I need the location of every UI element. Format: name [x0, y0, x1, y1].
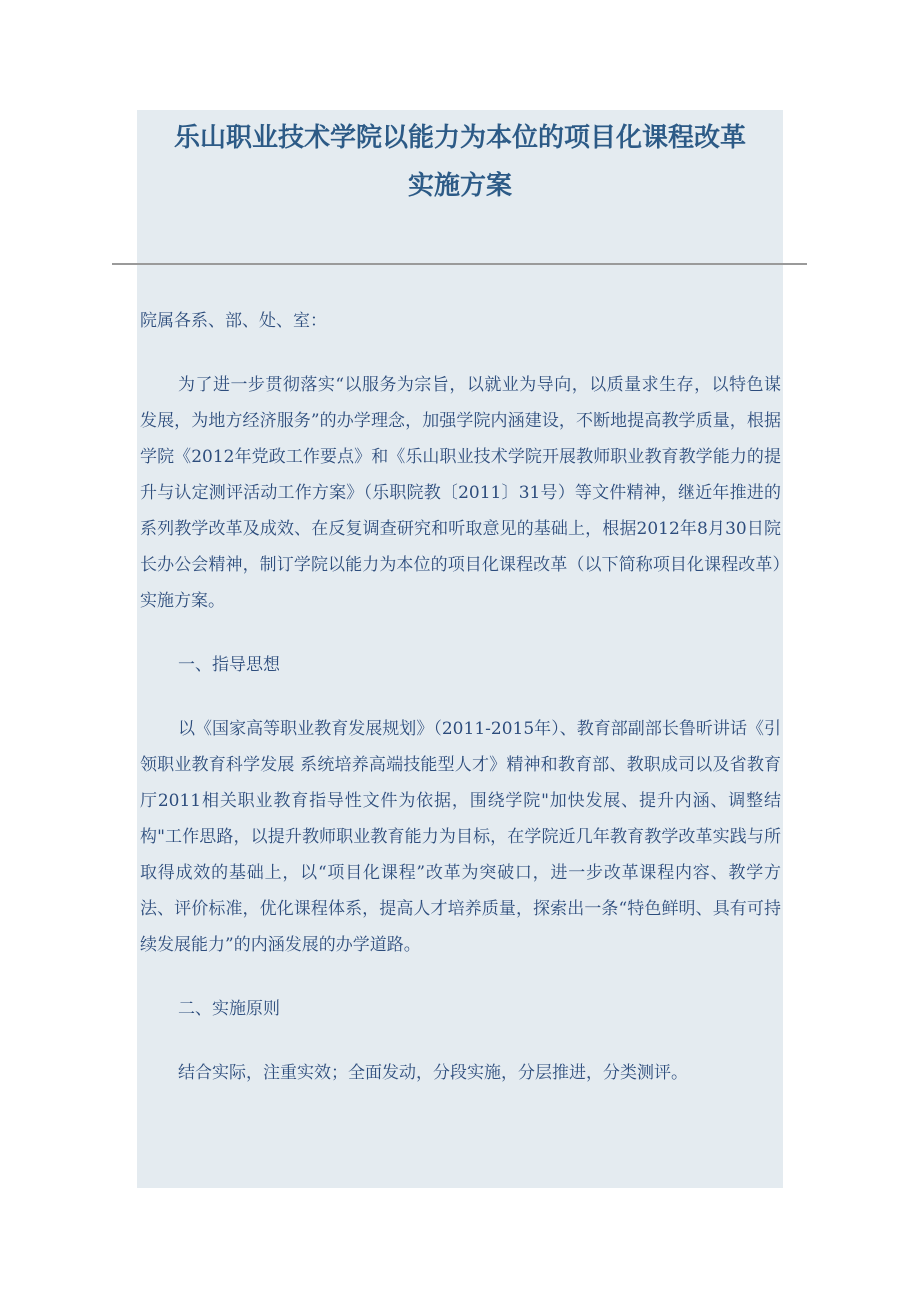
title-divider [112, 263, 807, 265]
paragraph-intro: 为了进一步贯彻落实“以服务为宗旨，以就业为导向，以质量求生存，以特色谋发展，为地方经济服务”的办学理念，加强学院内涵建设，不断地提高教学质量，根据学院《2012年党政工作要点》和《乐山职业技术学院开展教师职业教育教学能力的提升与认定测评活动工作方案》（乐职院教〔2011〕31号）等文件精神，继近年推进的系列教学改革及成效、在反复调查研究和听取意见的基础上，根据2012年8月30日院长办公会精神，制订学院以能力为本位的项目化课程改革（以下简称项目化课程改革）实施方案。 [140, 375, 781, 611]
heading-guiding-ideology: 一、指导思想 [178, 655, 280, 675]
heading-implementation-principles: 二、实施原则 [178, 999, 280, 1019]
title-line-1: 乐山职业技术学院以能力为本位的项目化课程改革 [173, 123, 746, 153]
document-title [137, 114, 783, 210]
paragraph-implementation-principles: 结合实际，注重实效；全面发动，分段实施，分层推进，分类测评。 [178, 1063, 688, 1083]
document-body [140, 303, 781, 1119]
salutation: 院属各系、部、处、室： [140, 311, 327, 331]
title-line-2: 实施方案 [407, 171, 512, 201]
paragraph-guiding-ideology: 以《国家高等职业教育发展规划》（2011-2015年）、教育部副部长鲁昕讲话《引领职业教育科学发展 系统培养高端技能型人才》精神和教育部、教职成司以及省教育厅2011相关职业教育指导性文件为依据，围绕学院"加快发展、提升内涵、调整结构"工作思路，以提升教师职业教育能力为目标，在学院近几年教育教学改革实践与所取得成效的基础上，以“项目化课程”改革为突破口，进一步改革课程内容、教学方法、评价标准，优化课程体系，提高人才培养质量，探索出一条“特色鲜明、具有可持续发展能力”的内涵发展的办学道路。 [140, 719, 781, 955]
